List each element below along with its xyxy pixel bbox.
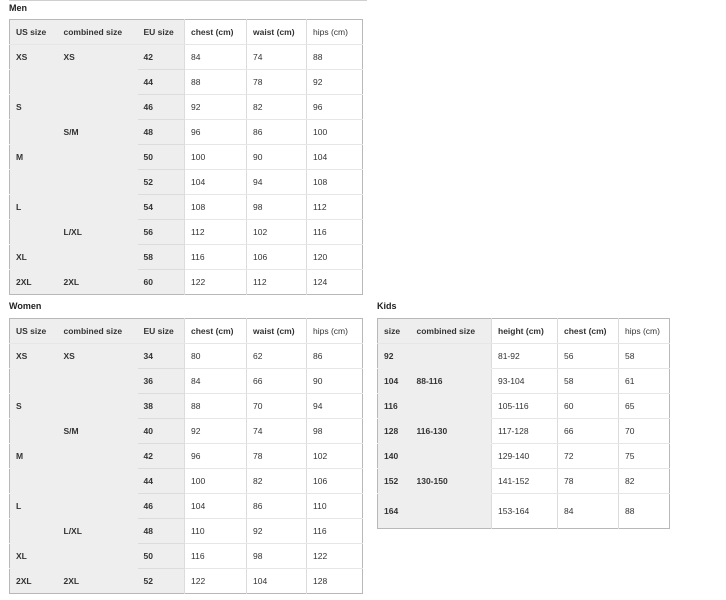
men-cell: 104 (307, 145, 363, 170)
women-cell: 38 (138, 394, 185, 419)
kids-cell: 116-130 (411, 419, 492, 444)
men-cell: 88 (307, 45, 363, 70)
women-cell (58, 494, 138, 519)
men-cell: 54 (138, 195, 185, 220)
women-cell (58, 369, 138, 394)
table-row (378, 394, 670, 419)
kids-cell: 116 (378, 394, 411, 419)
women-cell: S/M (58, 419, 138, 444)
men-title-rule (9, 0, 367, 1)
kids-cell: 141-152 (492, 469, 558, 494)
kids-cell: 130-150 (411, 469, 492, 494)
men-cell (10, 120, 58, 145)
men-cell: 84 (185, 45, 247, 70)
table-row (10, 469, 363, 494)
men-cell: 112 (247, 270, 307, 295)
women-cell: 94 (307, 394, 363, 419)
women-cell: 62 (247, 344, 307, 369)
women-cell (58, 444, 138, 469)
men-cell: 122 (185, 270, 247, 295)
women-cell: 92 (247, 519, 307, 544)
women-cell (58, 469, 138, 494)
men-cell: 96 (307, 95, 363, 120)
kids-column-header: chest (cm) (558, 319, 619, 344)
women-cell: 116 (185, 544, 247, 569)
kids-cell: 72 (558, 444, 619, 469)
table-row (10, 95, 363, 120)
women-cell: 36 (138, 369, 185, 394)
kids-title: Kids (377, 301, 397, 311)
men-cell: 92 (307, 70, 363, 95)
kids-cell: 58 (558, 369, 619, 394)
men-cell: 78 (247, 70, 307, 95)
table-row (10, 544, 363, 569)
men-cell (58, 95, 138, 120)
table-row (10, 170, 363, 195)
women-cell: 74 (247, 419, 307, 444)
men-cell: 88 (185, 70, 247, 95)
women-cell: 106 (307, 469, 363, 494)
men-cell: 82 (247, 95, 307, 120)
women-cell: 2XL (10, 569, 58, 594)
men-cell: 48 (138, 120, 185, 145)
men-cell: 102 (247, 220, 307, 245)
kids-cell: 88 (619, 494, 670, 529)
men-cell: XL (10, 245, 58, 270)
women-cell: 2XL (58, 569, 138, 594)
kids-cell: 70 (619, 419, 670, 444)
men-cell (58, 145, 138, 170)
men-cell: 96 (185, 120, 247, 145)
women-column-header: waist (cm) (247, 319, 307, 344)
men-header-row (10, 20, 363, 45)
women-cell: 78 (247, 444, 307, 469)
men-cell (58, 245, 138, 270)
men-cell: 100 (185, 145, 247, 170)
men-cell: 116 (185, 245, 247, 270)
women-cell: 100 (185, 469, 247, 494)
women-cell: 92 (185, 419, 247, 444)
women-cell: 96 (185, 444, 247, 469)
men-cell: 106 (247, 245, 307, 270)
women-cell: 82 (247, 469, 307, 494)
kids-cell: 152 (378, 469, 411, 494)
men-size-table (9, 19, 363, 295)
kids-cell (411, 444, 492, 469)
kids-cell: 88-116 (411, 369, 492, 394)
women-cell: 110 (185, 519, 247, 544)
table-row (10, 344, 363, 369)
men-cell: M (10, 145, 58, 170)
men-cell (10, 220, 58, 245)
kids-cell: 82 (619, 469, 670, 494)
men-column-header: hips (cm) (307, 20, 363, 45)
men-column-header: US size (10, 20, 58, 45)
men-column-header: combined size (58, 20, 138, 45)
kids-column-header: size (378, 319, 411, 344)
table-row (378, 419, 670, 444)
men-cell: 86 (247, 120, 307, 145)
table-row (10, 270, 363, 295)
men-cell: 92 (185, 95, 247, 120)
women-cell: 98 (307, 419, 363, 444)
table-row (10, 494, 363, 519)
table-row (10, 369, 363, 394)
women-cell (58, 544, 138, 569)
table-row (10, 519, 363, 544)
women-cell: 104 (185, 494, 247, 519)
women-column-header: US size (10, 319, 58, 344)
kids-column-header: height (cm) (492, 319, 558, 344)
women-cell: 46 (138, 494, 185, 519)
kids-cell: 61 (619, 369, 670, 394)
kids-cell: 66 (558, 419, 619, 444)
women-cell: 70 (247, 394, 307, 419)
women-cell: 122 (185, 569, 247, 594)
men-cell (58, 195, 138, 220)
men-cell: 116 (307, 220, 363, 245)
table-row (10, 220, 363, 245)
kids-column-header: hips (cm) (619, 319, 670, 344)
men-cell: 112 (307, 195, 363, 220)
women-cell: 52 (138, 569, 185, 594)
women-cell: 104 (247, 569, 307, 594)
kids-size-table (377, 318, 670, 529)
women-column-header: hips (cm) (307, 319, 363, 344)
men-column-header: EU size (138, 20, 185, 45)
women-cell: 128 (307, 569, 363, 594)
kids-column-header: combined size (411, 319, 492, 344)
men-cell: 120 (307, 245, 363, 270)
women-cell: 40 (138, 419, 185, 444)
men-cell: XS (58, 45, 138, 70)
kids-cell: 84 (558, 494, 619, 529)
women-cell: 88 (185, 394, 247, 419)
women-cell: 80 (185, 344, 247, 369)
kids-cell (411, 494, 492, 529)
kids-cell: 104 (378, 369, 411, 394)
kids-cell: 129-140 (492, 444, 558, 469)
women-cell: 110 (307, 494, 363, 519)
kids-cell: 128 (378, 419, 411, 444)
kids-cell: 75 (619, 444, 670, 469)
men-cell: 100 (307, 120, 363, 145)
table-row (10, 70, 363, 95)
women-cell: M (10, 444, 58, 469)
kids-cell: 81-92 (492, 344, 558, 369)
men-cell: 108 (185, 195, 247, 220)
kids-cell: 105-116 (492, 394, 558, 419)
kids-cell (411, 344, 492, 369)
women-cell: 90 (307, 369, 363, 394)
women-cell: 116 (307, 519, 363, 544)
women-cell: 84 (185, 369, 247, 394)
kids-cell: 78 (558, 469, 619, 494)
women-header-row (10, 319, 363, 344)
table-row (10, 45, 363, 70)
men-cell: 74 (247, 45, 307, 70)
women-cell: 42 (138, 444, 185, 469)
women-cell: S (10, 394, 58, 419)
kids-cell: 60 (558, 394, 619, 419)
table-row (10, 195, 363, 220)
kids-cell: 56 (558, 344, 619, 369)
men-cell: 52 (138, 170, 185, 195)
table-row (10, 120, 363, 145)
women-column-header: EU size (138, 319, 185, 344)
women-cell: 86 (247, 494, 307, 519)
men-cell: 94 (247, 170, 307, 195)
kids-header-row (378, 319, 670, 344)
men-cell: 60 (138, 270, 185, 295)
women-cell: L/XL (58, 519, 138, 544)
women-cell (10, 419, 58, 444)
women-cell: 44 (138, 469, 185, 494)
kids-cell: 117-128 (492, 419, 558, 444)
table-row (10, 444, 363, 469)
kids-cell: 164 (378, 494, 411, 529)
table-row (10, 419, 363, 444)
women-cell: XS (10, 344, 58, 369)
kids-cell: 93-104 (492, 369, 558, 394)
kids-cell: 140 (378, 444, 411, 469)
women-cell: 48 (138, 519, 185, 544)
men-cell: 46 (138, 95, 185, 120)
women-cell: XS (58, 344, 138, 369)
table-row (378, 469, 670, 494)
men-cell: 112 (185, 220, 247, 245)
women-cell: 34 (138, 344, 185, 369)
men-cell: 2XL (58, 270, 138, 295)
men-cell: 98 (247, 195, 307, 220)
men-title: Men (9, 3, 27, 13)
table-row (378, 444, 670, 469)
men-cell: 56 (138, 220, 185, 245)
women-cell: 98 (247, 544, 307, 569)
women-cell (10, 469, 58, 494)
women-column-header: combined size (58, 319, 138, 344)
table-row (378, 494, 670, 529)
women-cell (10, 519, 58, 544)
women-cell: 86 (307, 344, 363, 369)
men-cell (10, 170, 58, 195)
men-cell: 58 (138, 245, 185, 270)
women-cell (58, 394, 138, 419)
men-cell: 90 (247, 145, 307, 170)
kids-cell (411, 394, 492, 419)
kids-cell: 153-164 (492, 494, 558, 529)
table-row (10, 245, 363, 270)
kids-cell: 65 (619, 394, 670, 419)
men-cell (58, 170, 138, 195)
table-row (10, 394, 363, 419)
men-cell: L/XL (58, 220, 138, 245)
kids-cell: 92 (378, 344, 411, 369)
women-column-header: chest (cm) (185, 319, 247, 344)
women-cell: 122 (307, 544, 363, 569)
men-cell: 2XL (10, 270, 58, 295)
men-cell (10, 70, 58, 95)
women-cell: 102 (307, 444, 363, 469)
women-cell: 50 (138, 544, 185, 569)
kids-cell: 58 (619, 344, 670, 369)
men-cell: 42 (138, 45, 185, 70)
men-cell: 50 (138, 145, 185, 170)
table-row (378, 344, 670, 369)
women-cell: L (10, 494, 58, 519)
men-cell: 124 (307, 270, 363, 295)
men-cell: S/M (58, 120, 138, 145)
men-cell (58, 70, 138, 95)
men-cell: S (10, 95, 58, 120)
men-cell: 108 (307, 170, 363, 195)
women-size-table (9, 318, 363, 594)
men-cell: 104 (185, 170, 247, 195)
table-row (10, 145, 363, 170)
women-cell (10, 369, 58, 394)
men-column-header: waist (cm) (247, 20, 307, 45)
men-cell: XS (10, 45, 58, 70)
men-cell: L (10, 195, 58, 220)
table-row (378, 369, 670, 394)
women-cell: 66 (247, 369, 307, 394)
women-cell: XL (10, 544, 58, 569)
men-column-header: chest (cm) (185, 20, 247, 45)
table-row (10, 569, 363, 594)
men-cell: 44 (138, 70, 185, 95)
women-title: Women (9, 301, 42, 311)
